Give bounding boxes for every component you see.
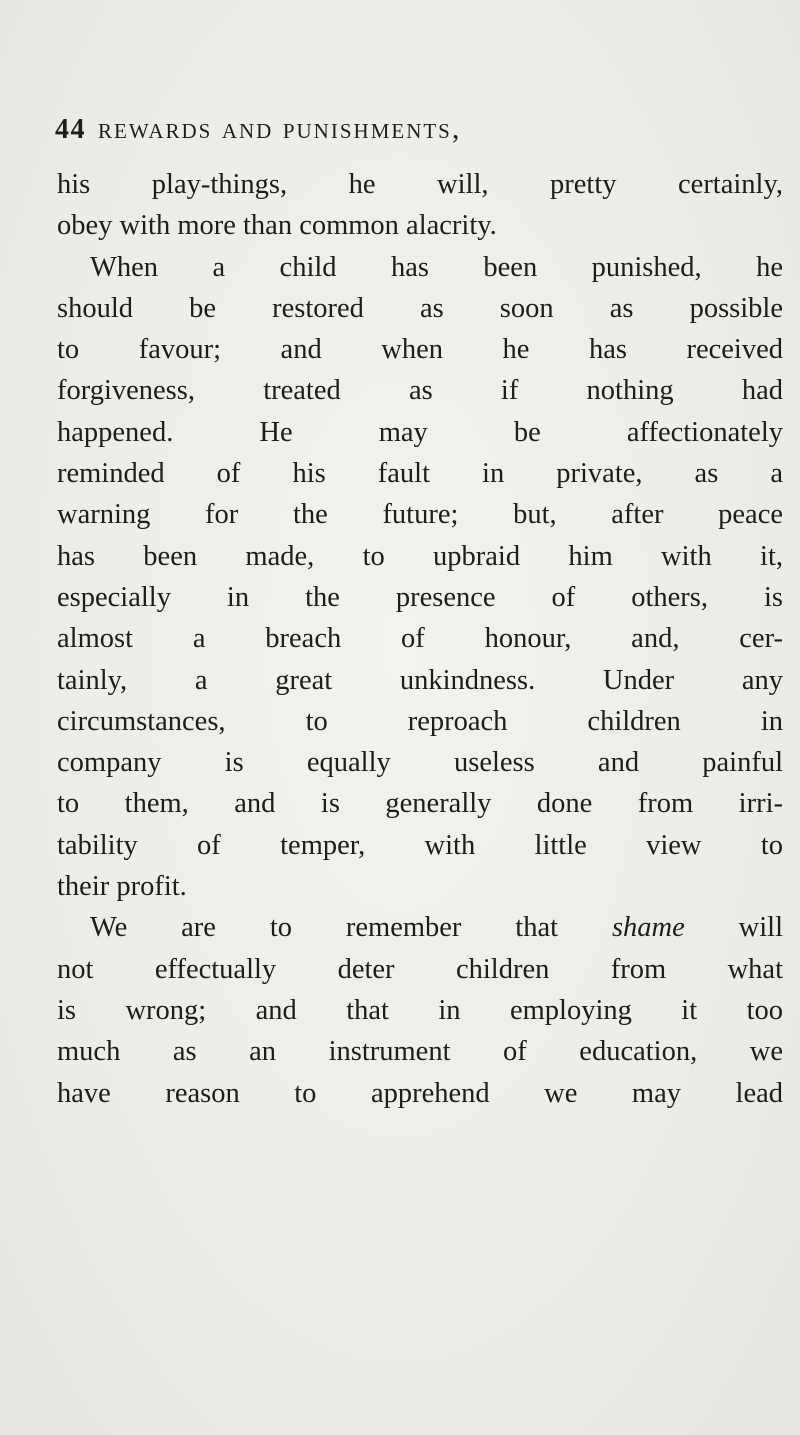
text-line: obey with more than common alacrity. [57, 210, 497, 242]
text-line: warning for the future; but, after peace [57, 499, 783, 531]
text-line: have reason to apprehend we may lead [57, 1077, 783, 1109]
text-line: should be restored as soon as possible [57, 292, 783, 324]
text-line: almost a breach of honour, and, cer- [57, 623, 783, 655]
text-line: especially in the presence of others, is [57, 581, 783, 613]
emphasized-word: shame [611, 912, 685, 944]
text-line: is wrong; and that in employing it too [57, 994, 783, 1026]
text-line: much as an instrument of education, we [57, 1036, 783, 1068]
text-line: has been made, to upbraid him with it, [57, 540, 783, 572]
text-segment: We are to remember that [90, 912, 559, 944]
text-line: When a child has been punished, he [90, 251, 783, 283]
text-line: circumstances, to reproach children in [57, 705, 783, 737]
text-line: not effectually deter children from what [57, 953, 783, 985]
text-line-with-emphasis [57, 907, 783, 948]
text-line: forgiveness, treated as if nothing had [57, 375, 783, 407]
text-line: his play-things, he will, pretty certainly, [57, 169, 783, 200]
running-header [55, 112, 461, 146]
body-text [57, 164, 787, 1114]
page-number: 44 [55, 114, 86, 145]
text-line: their profit. [57, 871, 187, 903]
text-line: company is equally useless and painful [57, 747, 783, 779]
running-head-title: rewards and punishments, [98, 112, 462, 145]
text-line: tability of temper, with little view to [57, 829, 783, 861]
text-line: reminded of his fault in private, as a [57, 458, 783, 490]
text-line: tainly, a great unkindness. Under any [57, 664, 783, 696]
text-line: happened. He may be affectionately [57, 416, 783, 448]
text-line: to them, and is generally done from irri- [57, 788, 783, 820]
text-segment: will [738, 912, 783, 944]
text-line: to favour; and when he has received [57, 334, 783, 366]
